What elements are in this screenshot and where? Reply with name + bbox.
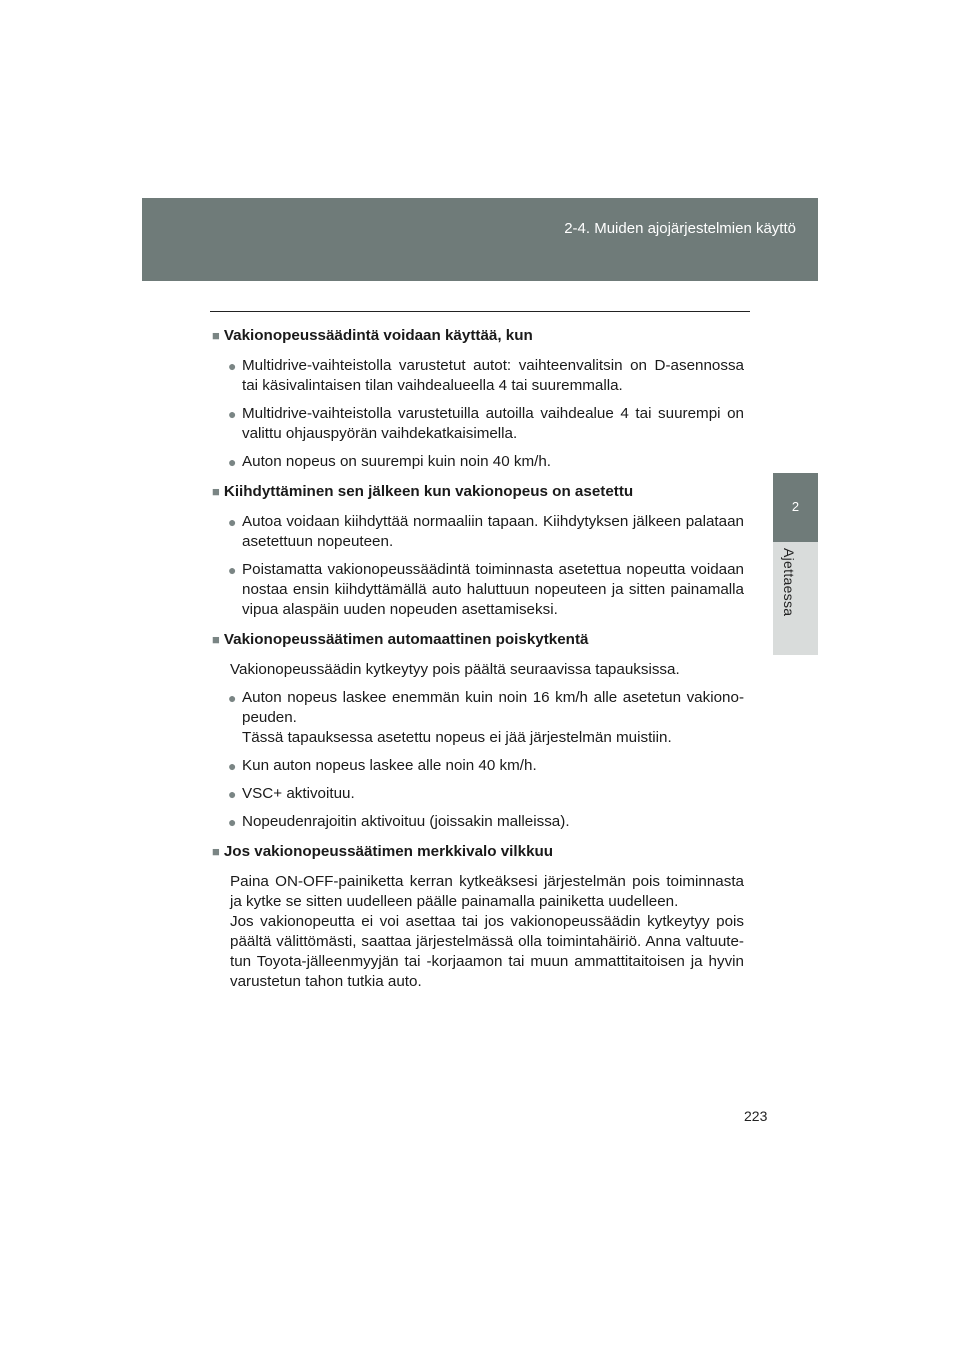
page-content <box>212 326 744 1000</box>
section-heading: ■ Vakionopeussäätimen automaattinen poiskytkentä <box>212 631 589 648</box>
square-bullet-icon: ■ <box>212 632 220 647</box>
chapter-header <box>142 198 818 281</box>
square-bullet-icon: ■ <box>212 484 220 499</box>
side-strip <box>773 281 818 473</box>
page-number: 223 <box>744 1108 768 1124</box>
section-heading: ■ Jos vakionopeussäätimen merkkivalo vilkkuu <box>212 843 554 860</box>
side-tab <box>773 473 818 542</box>
list-item <box>228 688 744 748</box>
circle-bullet-icon: ● <box>228 786 237 802</box>
section-divider <box>210 311 750 312</box>
list-item: ● Auton nopeus on suurempi kuin noin 40 km/h. <box>228 453 552 470</box>
section-heading: ■ Kiihdyttäminen sen jälkeen kun vakionopeus on asetettu <box>212 483 634 500</box>
list-item: ● Nopeudenrajoitin aktivoituu (joissakin malleissa). <box>228 813 570 830</box>
square-bullet-icon: ■ <box>212 844 220 859</box>
section-heading: ■ Vakionopeussäädintä voidaan käyttää, kun <box>212 327 533 344</box>
chapter-side-label: Ajettaessa <box>781 548 797 617</box>
circle-bullet-icon: ● <box>228 454 237 470</box>
circle-bullet-icon: ● <box>228 514 237 530</box>
bullet-note: Tässä tapauksessa asetettu nopeus ei jää järjestelmän muistiin. <box>242 729 672 746</box>
list-item: ● Poistamatta vakionopeussäädintä toiminnasta asetettua nopeutta voidaan nostaa ensin kiihdyttämällä auto haluttuun nopeuteen ja sitten painamalla vipua alaspäin uuden nopeuden asettamiseksi. <box>228 561 744 618</box>
bullet-text: Auton nopeus laskee enemmän kuin noin 16 km/h alle asetetun vakiono-peuden. <box>242 689 744 726</box>
list-item: ● Multidrive-vaihteistolla varustetuilla autoilla vaihdealue 4 tai suurempi on valittu ohjauspyörän vaihdekatkaisimella. <box>228 405 744 442</box>
section-paragraph: Paina ON-OFF-painiketta kerran kytkeäksesi järjestelmän pois toiminnasta ja kytke se sitten uudelleen päälle painamalla painiketta uudelleen. <box>230 873 744 910</box>
circle-bullet-icon: ● <box>228 406 237 422</box>
section-paragraph: Jos vakionopeutta ei voi asettaa tai jos vakionopeussäädin kytkeytyy pois päältä välittömästi, saattaa järjestelmässä olla toimintahäiriö. Anna valtuute-tun Toyota-jälleenmyyjän tai -korjaamon tai muun ammattitaitoisen ja hyvin varustetun tahon tutkia auto. <box>230 913 744 990</box>
list-item: ● Kun auton nopeus laskee alle noin 40 km/h. <box>228 757 537 774</box>
chapter-title: 2-4. Muiden ajojärjestelmien käyttö <box>564 220 796 237</box>
circle-bullet-icon: ● <box>228 562 237 578</box>
list-item: ● VSC+ aktivoituu. <box>228 785 355 802</box>
circle-bullet-icon: ● <box>228 358 237 374</box>
circle-bullet-icon: ● <box>228 758 237 774</box>
list-item: ● Autoa voidaan kiihdyttää normaaliin tapaan. Kiihdytyksen jälkeen palataan asetettuun nopeuteen. <box>228 513 744 550</box>
list-item: ● Multidrive-vaihteistolla varustetut autot: vaihteenvalitsin on D-asennossa tai käsivalintaisen tilan vaihdealueella 4 tai suuremmalla. <box>228 357 744 394</box>
square-bullet-icon: ■ <box>212 328 220 343</box>
section-intro: Vakionopeussäädin kytkeytyy pois päältä seuraavissa tapauksissa. <box>230 661 680 678</box>
chapter-number: 2 <box>791 499 800 514</box>
circle-bullet-icon: ● <box>228 814 237 830</box>
circle-bullet-icon: ● <box>228 690 237 706</box>
